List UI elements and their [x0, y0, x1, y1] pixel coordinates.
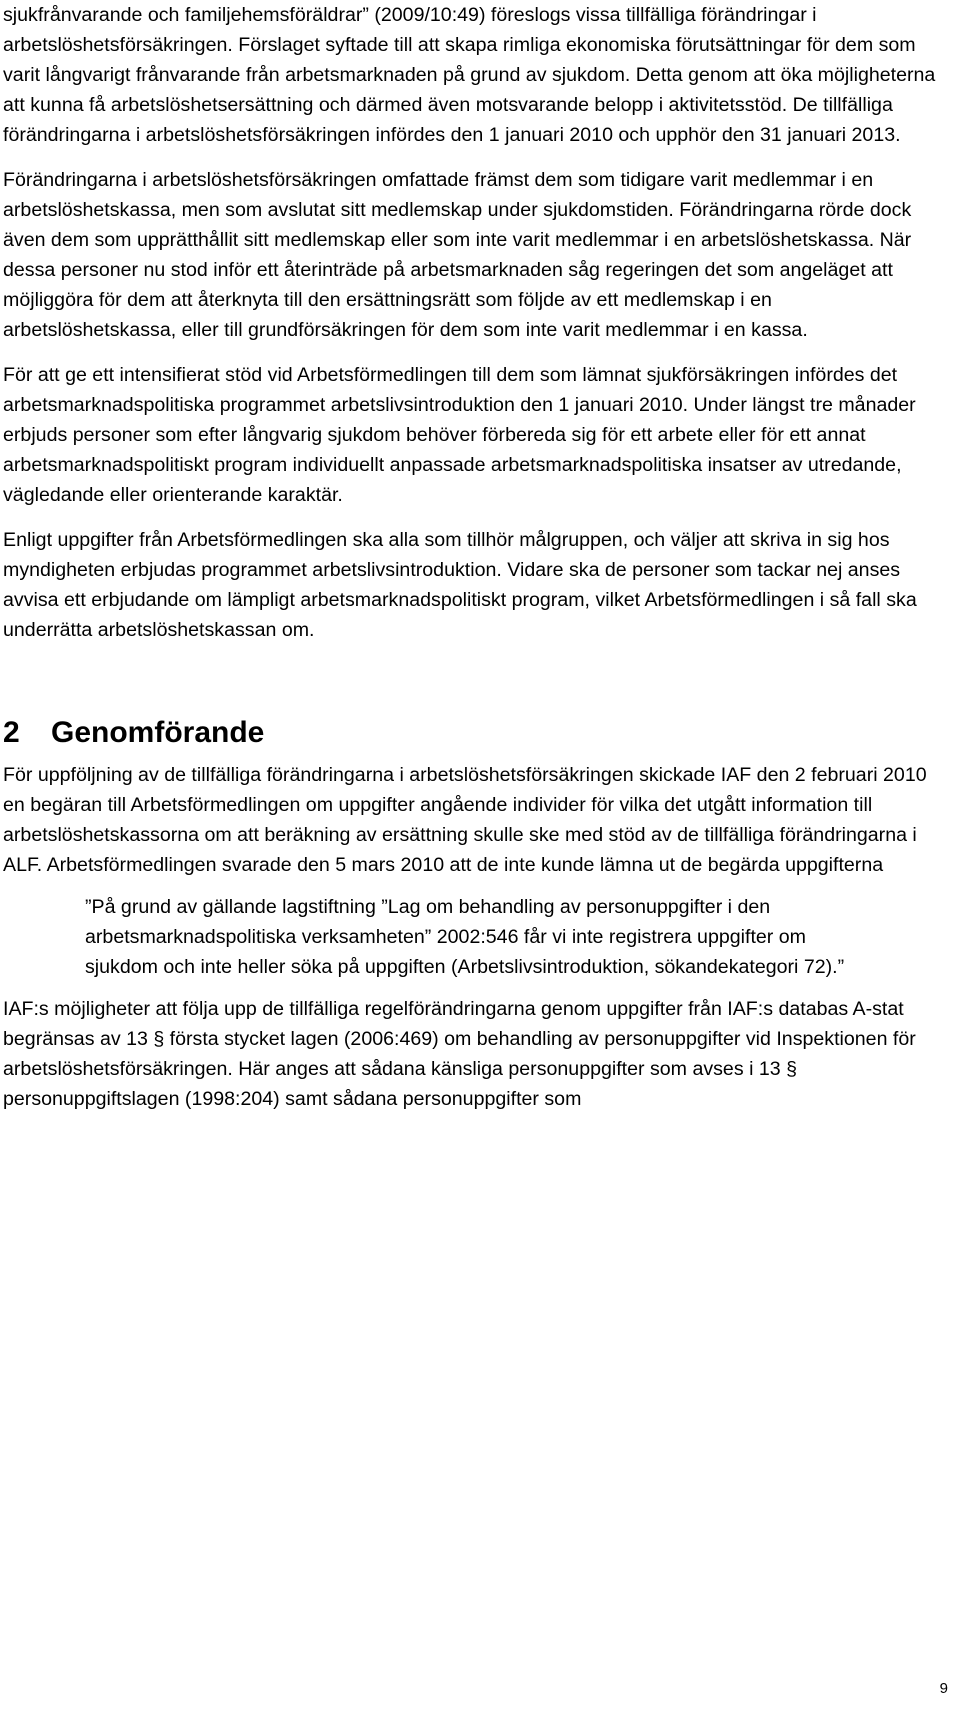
section-paragraph: För uppföljning av de tillfälliga förändringarna i arbetslöshetsförsäkringen skickade IAF den 2 februari 2010 en begäran till Arbetsförmedlingen om uppgifter angående individer för vilka det utgått information till arbetslöshetskassorna om att beräkning av ersättning skulle ske med stöd av de tillfälliga förändringarna i ALF. Arbetsförmedlingen svarade den 5 mars 2010 att de inte kunde lämna ut de begärda uppgifterna — [3, 764, 927, 876]
page-number: 9 — [939, 1680, 948, 1697]
section-paragraph-2: IAF:s möjligheter att följa upp de tillfälliga regelförändringarna genom uppgifter från IAF:s databas A-stat begränsas av 13 § första stycket lagen (2006:469) om behandling av personuppgifter vid Inspektionen för arbetslöshetsförsäkringen. Här anges att sådana känsliga personuppgifter som avses i 13 § personuppgiftslagen (1998:204) samt sådana personuppgifter som — [3, 998, 916, 1110]
block-quote: ”På grund av gällande lagstiftning ”Lag om behandling av personuppgifter i den arbetsmarknadspolitiska verksamheten” 2002:546 får vi inte registrera uppgifter om sjukdom och inte heller söka på uppgiften (Arbetslivsintroduktion, sökandekategori 72).” — [85, 896, 845, 978]
paragraph-1: sjukfrånvarande och familjehemsföräldrar” (2009/10:49) föreslogs vissa tillfälliga förändringar i arbetslöshetsförsäkringen. Förslaget syftade till att skapa rimliga ekonomiska förutsättningar för dem som varit långvarigt frånvarande från arbetsmarknaden på grund av sjukdom. Detta genom att öka möjligheterna att kunna få arbetslöshetsersättning och därmed även motsvarande belopp i aktivitetsstöd. De tillfälliga förändringarna i arbetslöshetsförsäkringen infördes den 1 januari 2010 och upphör den 31 januari 2013. — [3, 4, 936, 146]
section-title: Genomförande — [51, 716, 265, 749]
section-number: 2 — [3, 716, 20, 749]
section-heading — [3, 715, 943, 751]
paragraph-3: För att ge ett intensifierat stöd vid Arbetsförmedlingen till dem som lämnat sjukförsäkringen infördes det arbetsmarknadspolitiska programmet arbetslivsintroduktion den 1 januari 2010. Under längst tre månader erbjuds personer som efter långvarig sjukdom behöver förbereda sig för ett arbete eller för ett annat arbetsmarknadspolitiskt program individuellt anpassade arbetsmarknadspolitiska insatser av utredande, vägledande eller orienterande karaktär. — [3, 364, 916, 506]
page-content — [3, 0, 943, 1114]
paragraph-4: Enligt uppgifter från Arbetsförmedlingen ska alla som tillhör målgruppen, och väljer att skriva in sig hos myndigheten erbjudas programmet arbetslivsintroduktion. Vidare ska de personer som tackar nej anses avvisa ett erbjudande om lämpligt arbetsmarknadspolitiskt program, vilket Arbetsförmedlingen i så fall ska underrätta arbetslöshetskassan om. — [3, 529, 917, 641]
paragraph-2: Förändringarna i arbetslöshetsförsäkringen omfattade främst dem som tidigare varit medlemmar i en arbetslöshetskassa, men som avslutat sitt medlemskap under sjukdomstiden. Förändringarna rörde dock även dem som upprätthållit sitt medlemskap eller som inte varit medlemmar i en arbetslöshetskassa. När dessa personer nu stod inför ett återinträde på arbetsmarknaden såg regeringen det som angeläget att möjliggöra för dem att återknyta till den ersättningsrätt som följde av ett medlemskap i en arbetslöshetskassa, eller till grundförsäkringen för dem som inte varit medlemmar i en kassa. — [3, 169, 912, 341]
